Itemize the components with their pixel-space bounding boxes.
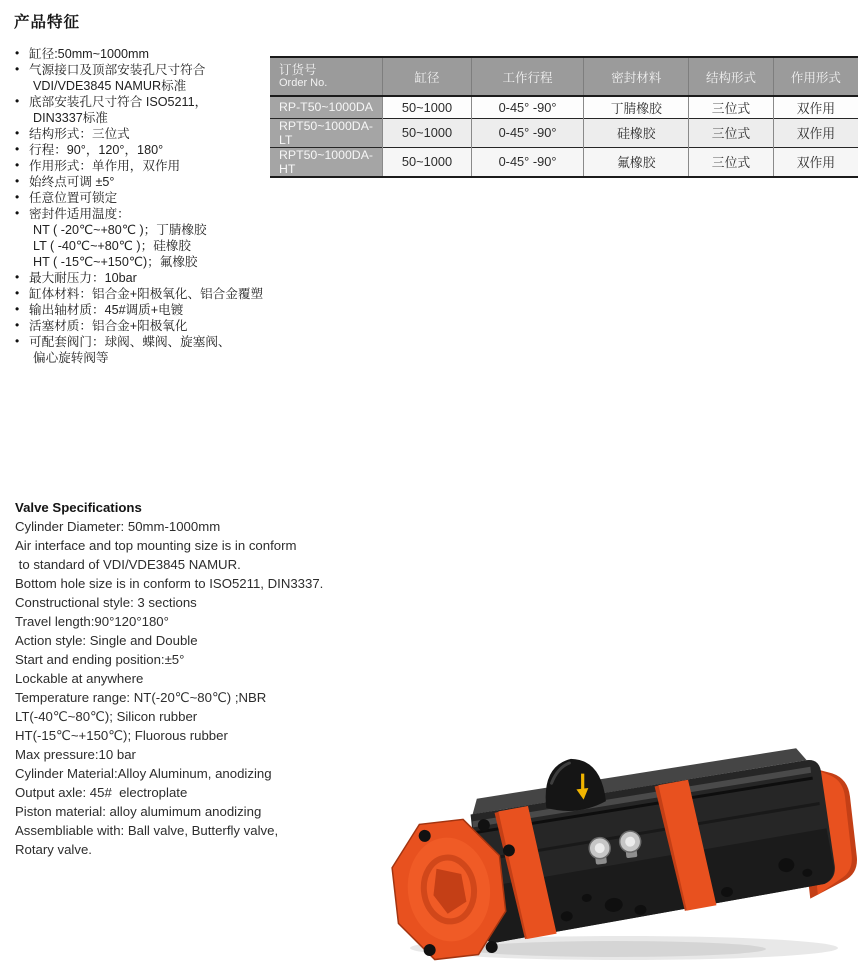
spec-cell: 丁腈橡胶 (584, 96, 689, 118)
feature-item (14, 94, 276, 110)
feature-text: DIN3337标准 (33, 111, 108, 125)
feature-text: 最大耐压力：10bar (29, 271, 137, 285)
spec-cell: 氟橡胶 (584, 147, 689, 177)
feature-item (14, 318, 276, 334)
spec-cell: 50~1000 (383, 96, 471, 118)
feature-text: HT ( -15℃~+150℃)；氟橡胶 (33, 255, 198, 269)
feature-text: 密封件适用温度： (29, 207, 130, 221)
feature-text: 偏心旋转阀等 (33, 351, 109, 365)
feature-item (14, 110, 276, 126)
page-title: 产品特征 (14, 14, 81, 31)
spec-cell: 三位式 (689, 118, 774, 147)
spec-line: Output axle: 45# electroplate (15, 785, 188, 800)
spec-cell: 三位式 (689, 96, 774, 118)
spec-line: Start and ending position:±5° (15, 652, 185, 667)
table-row (270, 96, 858, 118)
spec-line: to standard of VDI/VDE3845 NAMUR. (15, 557, 241, 572)
valve-specs-section (15, 498, 385, 859)
bullet-dot-icon: • (15, 46, 20, 60)
spec-cell: 50~1000 (383, 147, 471, 177)
spec-line: Piston material: alloy alumimum anodizing (15, 804, 262, 819)
feature-item (14, 78, 276, 94)
feature-item (14, 62, 276, 78)
spec-cell: 双作用 (773, 118, 858, 147)
bullet-dot-icon: • (15, 158, 20, 172)
bullet-dot-icon: • (15, 318, 20, 332)
valve-specs-heading: Valve Specifications (15, 500, 142, 515)
spec-line: Travel length:90°120°180° (15, 614, 169, 629)
spec-line: Max pressure:10 bar (15, 747, 136, 762)
spec-cell: 硅橡胶 (584, 118, 689, 147)
spec-cell: 0-45° -90° (471, 147, 584, 177)
bullet-dot-icon: • (15, 62, 20, 76)
feature-text: 任意位置可锁定 (29, 191, 118, 205)
column-header: 结构形式 (689, 57, 774, 96)
feature-text: 可配套阀门：球阀、蝶阀、旋塞阀、 (29, 335, 231, 349)
feature-item (14, 270, 276, 286)
spec-cell: 双作用 (773, 96, 858, 118)
spec-table-wrap (270, 56, 858, 178)
feature-text: VDI/VDE3845 NAMUR标准 (33, 79, 187, 93)
feature-text: 气源接口及顶部安装孔尺寸符合 (29, 63, 206, 77)
feature-item (14, 190, 276, 206)
spec-line: LT(-40℃~80℃); Silicon rubber (15, 709, 198, 724)
feature-item (14, 46, 276, 62)
spec-cell: 三位式 (689, 147, 774, 177)
features-list (14, 46, 276, 366)
feature-text: 作用形式：单作用，双作用 (29, 159, 181, 173)
feature-item (14, 126, 276, 142)
spec-line: Constructional style: 3 sections (15, 595, 197, 610)
spec-cell: 0-45° -90° (471, 118, 584, 147)
feature-item (14, 286, 276, 302)
bullet-dot-icon: • (15, 270, 20, 284)
feature-item (14, 254, 276, 270)
feature-item (14, 158, 276, 174)
column-header: 密封材料 (584, 57, 689, 96)
feature-item (14, 350, 276, 366)
bullet-dot-icon: • (15, 126, 20, 140)
feature-text: 底部安装孔尺寸符合 ISO5211， (29, 95, 208, 109)
feature-item (14, 238, 276, 254)
order-no-label-en: Order No. (279, 77, 328, 89)
order-no-cell: RP-T50~1000DA (270, 96, 383, 118)
order-no-label-zh: 订货号 (279, 63, 317, 77)
spec-line: Bottom hole size is in conform to ISO5211, DIN3337. (15, 576, 324, 591)
spec-cell: 双作用 (773, 147, 858, 177)
feature-item (14, 222, 276, 238)
bullet-dot-icon: • (15, 142, 20, 156)
spec-cell: 50~1000 (383, 118, 471, 147)
feature-item (14, 142, 276, 158)
table-row (270, 147, 858, 177)
spec-line: Rotary valve. (15, 842, 92, 857)
bullet-dot-icon: • (15, 190, 20, 204)
spec-table-header-row (270, 57, 858, 96)
feature-item (14, 174, 276, 190)
spec-line: Action style: Single and Double (15, 633, 198, 648)
spec-table-body (270, 96, 858, 177)
bullet-dot-icon: • (15, 174, 20, 188)
feature-item (14, 206, 276, 222)
order-no-cell: RPT50~1000DA-LT (270, 118, 383, 147)
feature-text: 行程：90°，120°，180° (29, 143, 164, 157)
bullet-dot-icon: • (15, 334, 20, 348)
column-header: 工作行程 (471, 57, 584, 96)
feature-item (14, 334, 276, 350)
spec-line: Cylinder Material:Alloy Aluminum, anodizing (15, 766, 272, 781)
bullet-dot-icon: • (15, 302, 20, 316)
feature-text: 结构形式：三位式 (29, 127, 130, 141)
spec-line: Cylinder Diameter: 50mm-1000mm (15, 519, 221, 534)
spec-cell: 0-45° -90° (471, 96, 584, 118)
spec-line: HT(-15℃~+150℃); Fluorous rubber (15, 728, 228, 743)
feature-text: 缸体材料：铝合金+阳极氧化、铝合金覆塑 (29, 287, 264, 301)
actuator-photo (376, 738, 864, 972)
feature-text: 活塞材质：铝合金+阳极氧化 (29, 319, 188, 333)
product-photo (376, 738, 864, 972)
feature-item (14, 302, 276, 318)
spec-table (270, 56, 858, 178)
column-header: 作用形式 (773, 57, 858, 96)
spec-line: Lockable at anywhere (15, 671, 144, 686)
feature-text: LT ( -40℃~+80℃ )；硅橡胶 (33, 239, 191, 253)
order-no-cell: RPT50~1000DA-HT (270, 147, 383, 177)
feature-text: 始终点可调 ±5° (29, 175, 115, 189)
bullet-dot-icon: • (15, 206, 20, 220)
bullet-dot-icon: • (15, 94, 20, 108)
bullet-dot-icon: • (15, 286, 20, 300)
spec-line: Assembliable with: Ball valve, Butterfly valve, (15, 823, 279, 838)
valve-specs-lines (15, 517, 385, 859)
feature-text: 缸径:50mm~1000mm (29, 47, 150, 61)
feature-text: NT ( -20℃~+80℃ )；丁腈橡胶 (33, 223, 207, 237)
spec-line: Temperature range: NT(-20℃~80℃) ;NBR (15, 690, 267, 705)
table-row (270, 118, 858, 147)
column-header: 缸径 (383, 57, 471, 96)
feature-text: 输出轴材质：45#调质+电镀 (29, 303, 184, 317)
spec-line: Air interface and top mounting size is in conform (15, 538, 297, 553)
column-header-order-no (270, 57, 383, 96)
